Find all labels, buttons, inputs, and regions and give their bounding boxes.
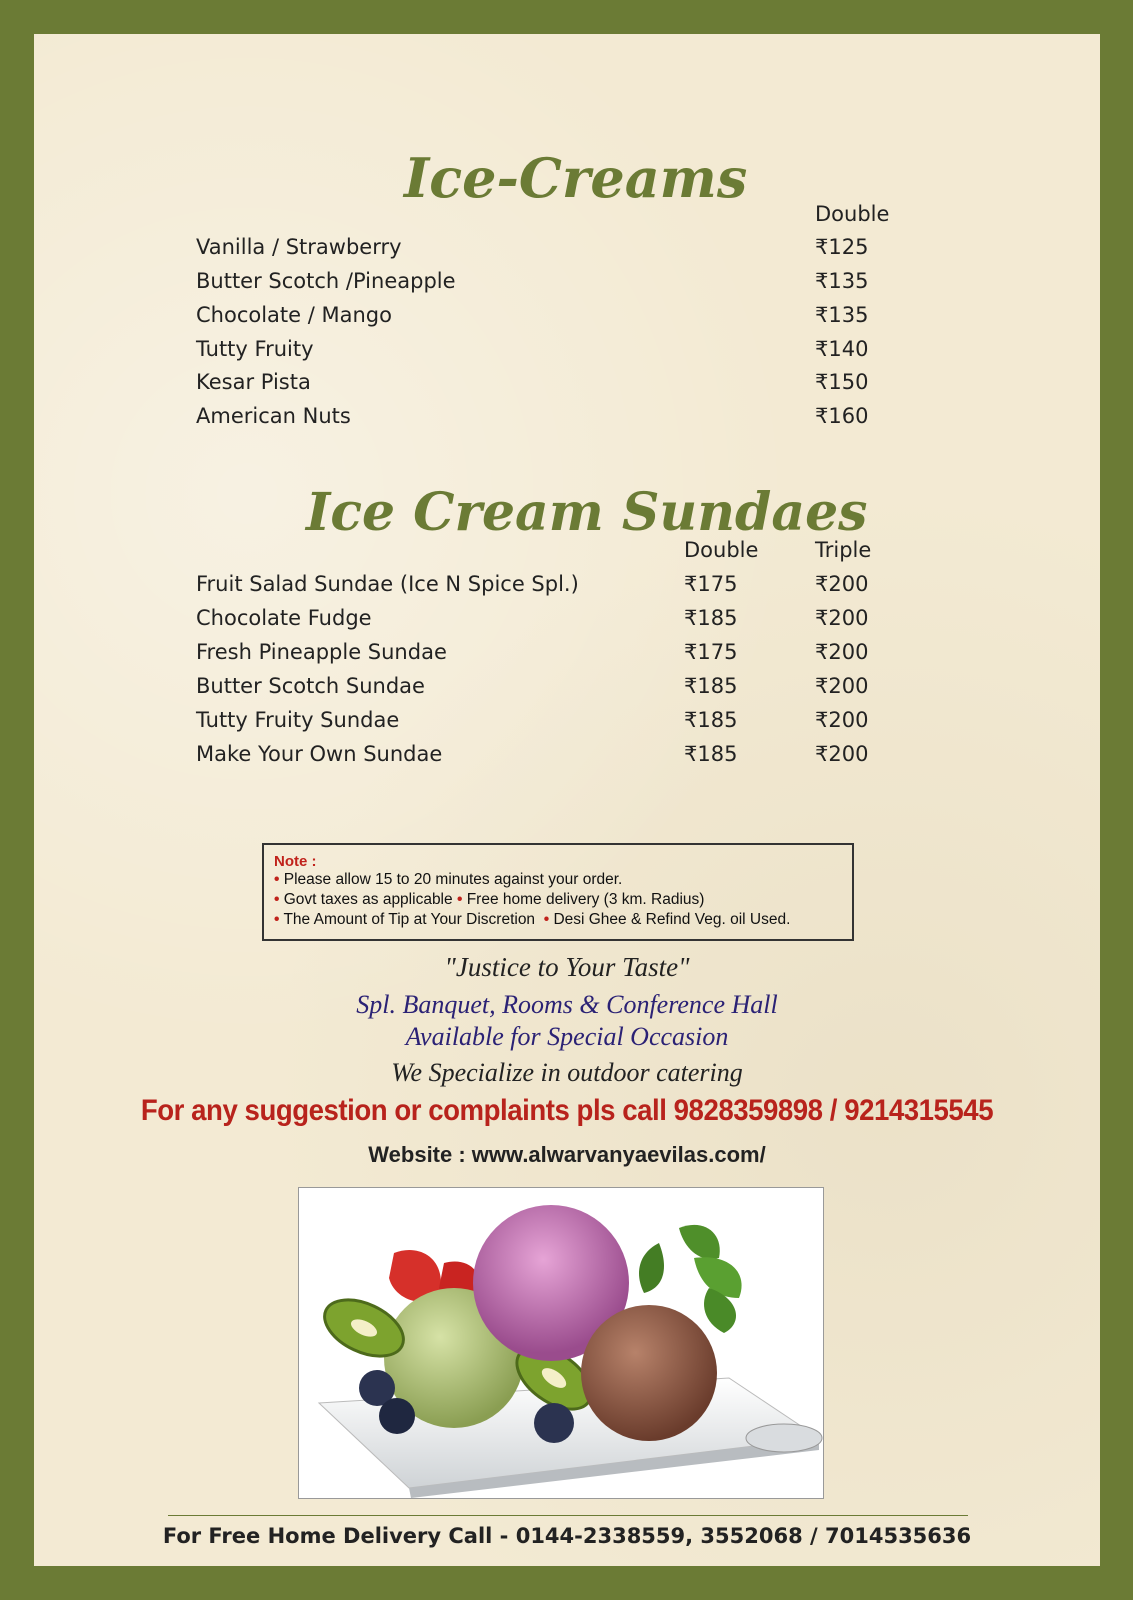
catering-line: We Specialize in outdoor catering	[391, 1058, 743, 1087]
bullet-icon: •	[456, 891, 463, 908]
list-item-name: Kesar Pista	[196, 370, 311, 394]
list-item-name: Tutty Fruity	[196, 337, 314, 361]
note-box	[262, 843, 854, 941]
list-item-name: Fruit Salad Sundae (Ice N Spice Spl.)	[196, 572, 579, 596]
list-item-price-double: ₹185	[684, 674, 738, 698]
list-item-price-triple: ₹200	[815, 674, 869, 698]
delivery-line: For Free Home Delivery Call - 0144-2338559, 3552068 / 7014535636	[162, 1524, 972, 1548]
website-link[interactable]: Website : www.alwarvanyaevilas.com/	[368, 1142, 766, 1167]
list-item-name: Fresh Pineapple Sundae	[196, 640, 447, 664]
list-item-price: ₹135	[815, 269, 869, 293]
note-line	[274, 910, 842, 930]
list-item-price: ₹140	[815, 337, 869, 361]
list-item-price-triple: ₹200	[815, 742, 869, 766]
list-item-price-double: ₹175	[684, 640, 738, 664]
list-item-price: ₹150	[815, 370, 869, 394]
note-text: Free home delivery (3 km. Radius)	[466, 891, 705, 908]
list-item-price: ₹135	[815, 303, 869, 327]
list-item-price-double: ₹185	[684, 742, 738, 766]
note-text: Desi Ghee & Refind Veg. oil Used.	[553, 911, 791, 928]
note-line	[274, 870, 842, 890]
note-title: Note :	[274, 853, 317, 870]
list-item-price-double: ₹185	[684, 606, 738, 630]
bullet-icon: •	[274, 891, 280, 908]
list-item-name: American Nuts	[196, 404, 351, 428]
tagline: "Justice to Your Taste"	[444, 952, 690, 982]
bullet-icon: •	[274, 871, 280, 888]
note-line	[274, 890, 842, 910]
list-item-price: ₹160	[815, 404, 869, 428]
icecreams-title: Ice-Creams	[404, 146, 748, 210]
list-item-name: Chocolate / Mango	[196, 303, 392, 327]
list-item-price: ₹125	[815, 235, 869, 259]
list-item-price-double: ₹175	[684, 572, 738, 596]
note-text: The Amount of Tip at Your Discretion	[283, 911, 536, 928]
icecreams-double-header: Double	[815, 202, 890, 226]
menu-page	[34, 34, 1100, 1566]
list-item-price-triple: ₹200	[815, 606, 869, 630]
ice-cream-icon	[299, 1188, 823, 1498]
list-item-name: Vanilla / Strawberry	[196, 235, 402, 259]
list-item-price-triple: ₹200	[815, 708, 869, 732]
bullet-icon: •	[274, 911, 280, 928]
list-item-price-triple: ₹200	[815, 572, 869, 596]
list-item-name: Make Your Own Sundae	[196, 742, 443, 766]
list-item-name: Chocolate Fudge	[196, 606, 372, 630]
sundaes-triple-header: Triple	[815, 538, 872, 562]
list-item-name: Tutty Fruity Sundae	[196, 708, 400, 732]
list-item-name: Butter Scotch Sundae	[196, 674, 425, 698]
bullet-icon: •	[543, 911, 550, 928]
note-text: Govt taxes as applicable	[283, 891, 453, 908]
note-text: Please allow 15 to 20 minutes against your order.	[283, 871, 623, 888]
ice-cream-photo	[298, 1187, 824, 1499]
list-item-name: Butter Scotch /Pineapple	[196, 269, 456, 293]
sundaes-title: Ice Cream Sundaes	[306, 482, 868, 543]
list-item-price-double: ₹185	[684, 708, 738, 732]
sundaes-double-header: Double	[684, 538, 759, 562]
banquet-line-2: Available for Special Occasion	[405, 1022, 729, 1051]
complaints-line: For any suggestion or complaints pls call 9828359898 / 9214315545	[140, 1094, 994, 1127]
banquet-line-1: Spl. Banquet, Rooms & Conference Hall	[356, 990, 778, 1019]
list-item-price-triple: ₹200	[815, 640, 869, 664]
divider	[168, 1515, 968, 1516]
